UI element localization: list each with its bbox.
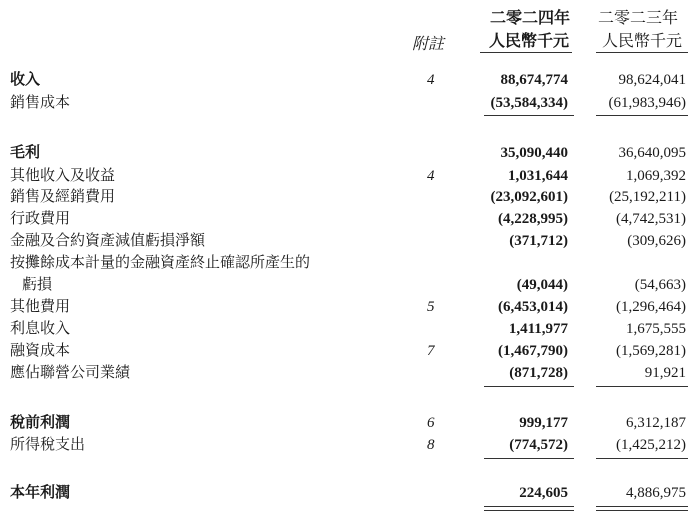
row-finance-costs	[0, 341, 700, 365]
row-revenue	[0, 70, 700, 94]
row-label: 金融及合約資產減值虧損淨額	[10, 233, 206, 249]
subtotal-rule-current	[484, 458, 574, 459]
row-prior-value: (1,569,281)	[616, 343, 686, 359]
row-interest-income	[0, 319, 700, 343]
row-label: 應佔聯營公司業績	[10, 365, 131, 381]
subtotal-rule-prior	[596, 458, 688, 459]
row-current-value: (49,044)	[516, 277, 568, 293]
row-current-value: (6,453,014)	[498, 299, 568, 315]
row-impairment-losses	[0, 231, 700, 255]
row-label: 銷售及經銷費用	[10, 189, 116, 205]
row-current-value: 88,674,774	[500, 72, 568, 88]
row-gross-profit	[0, 143, 700, 167]
row-current-value: 1,031,644	[508, 168, 568, 184]
row-admin-expenses	[0, 209, 700, 233]
row-label: 按攤餘成本計量的金融資產終止確認所產生的	[10, 255, 311, 271]
row-label: 本年利潤	[10, 485, 71, 501]
total-double-rule-prior	[596, 506, 688, 511]
current-header-underline	[480, 52, 572, 53]
row-prior-value: 1,675,555	[626, 321, 686, 337]
row-profit-before-tax	[0, 413, 700, 437]
row-current-value: (4,228,995)	[498, 211, 568, 227]
row-label: 虧損	[22, 277, 53, 293]
row-label: 所得稅支出	[10, 437, 86, 453]
note-column-header: 附註	[412, 36, 445, 53]
row-prior-value: 98,624,041	[618, 72, 686, 88]
row-prior-value: 6,312,187	[626, 415, 686, 431]
subtotal-rule-prior	[596, 386, 688, 387]
row-label: 毛利	[10, 145, 41, 161]
row-current-value: (53,584,334)	[490, 95, 568, 111]
subtotal-rule-current	[484, 115, 574, 116]
total-double-rule-current	[484, 506, 574, 511]
prior-year-header: 二零二三年	[597, 10, 678, 27]
row-cost-of-sales	[0, 93, 700, 117]
row-current-value: 1,411,977	[508, 321, 568, 337]
row-prior-value: 91,921	[644, 365, 686, 381]
row-prior-value: (1,425,212)	[616, 437, 686, 453]
row-prior-value: (61,983,946)	[608, 95, 686, 111]
row-current-value: (23,092,601)	[490, 189, 568, 205]
row-profit-for-year	[0, 483, 700, 507]
row-label: 利息收入	[10, 321, 71, 337]
row-note: 8	[427, 437, 435, 453]
prior-unit-header: 人民幣千元	[601, 33, 682, 50]
row-note: 4	[427, 168, 435, 184]
row-prior-value: 4,886,975	[626, 485, 686, 501]
row-label: 融資成本	[10, 343, 71, 359]
row-derecognition-loss	[0, 275, 700, 299]
current-unit-header: 人民幣千元	[488, 33, 569, 50]
row-label: 收入	[10, 72, 41, 88]
row-label: 銷售成本	[10, 95, 71, 111]
row-prior-value: (4,742,531)	[616, 211, 686, 227]
row-current-value: 35,090,440	[500, 145, 568, 161]
row-label: 其他費用	[10, 299, 71, 315]
row-current-value: (774,572)	[509, 437, 568, 453]
row-prior-value: (1,296,464)	[616, 299, 686, 315]
row-current-value: (1,467,790)	[498, 343, 568, 359]
subtotal-rule-current	[484, 386, 574, 387]
row-label: 行政費用	[10, 211, 71, 227]
row-note: 7	[427, 343, 435, 359]
row-note: 5	[427, 299, 435, 315]
row-label: 其他收入及收益	[10, 168, 116, 184]
row-label: 稅前利潤	[10, 415, 71, 431]
row-current-value: 224,605	[519, 485, 568, 501]
subtotal-rule-prior	[596, 115, 688, 116]
row-prior-value: 36,640,095	[618, 145, 686, 161]
row-current-value: (371,712)	[509, 233, 568, 249]
row-current-value: 999,177	[519, 415, 568, 431]
row-prior-value: 1,069,392	[626, 168, 686, 184]
row-prior-value: (309,626)	[627, 233, 686, 249]
row-prior-value: (54,663)	[634, 277, 686, 293]
row-income-tax	[0, 435, 700, 459]
prior-header-underline	[596, 52, 688, 53]
row-current-value: (871,728)	[509, 365, 568, 381]
row-prior-value: (25,192,211)	[609, 189, 686, 205]
row-other-expenses	[0, 297, 700, 321]
row-share-of-associates	[0, 363, 700, 387]
row-note: 4	[427, 72, 435, 88]
row-note: 6	[427, 415, 435, 431]
current-year-header: 二零二四年	[489, 10, 570, 27]
row-selling-expenses	[0, 187, 700, 211]
row-derecognition-line1	[0, 253, 700, 277]
